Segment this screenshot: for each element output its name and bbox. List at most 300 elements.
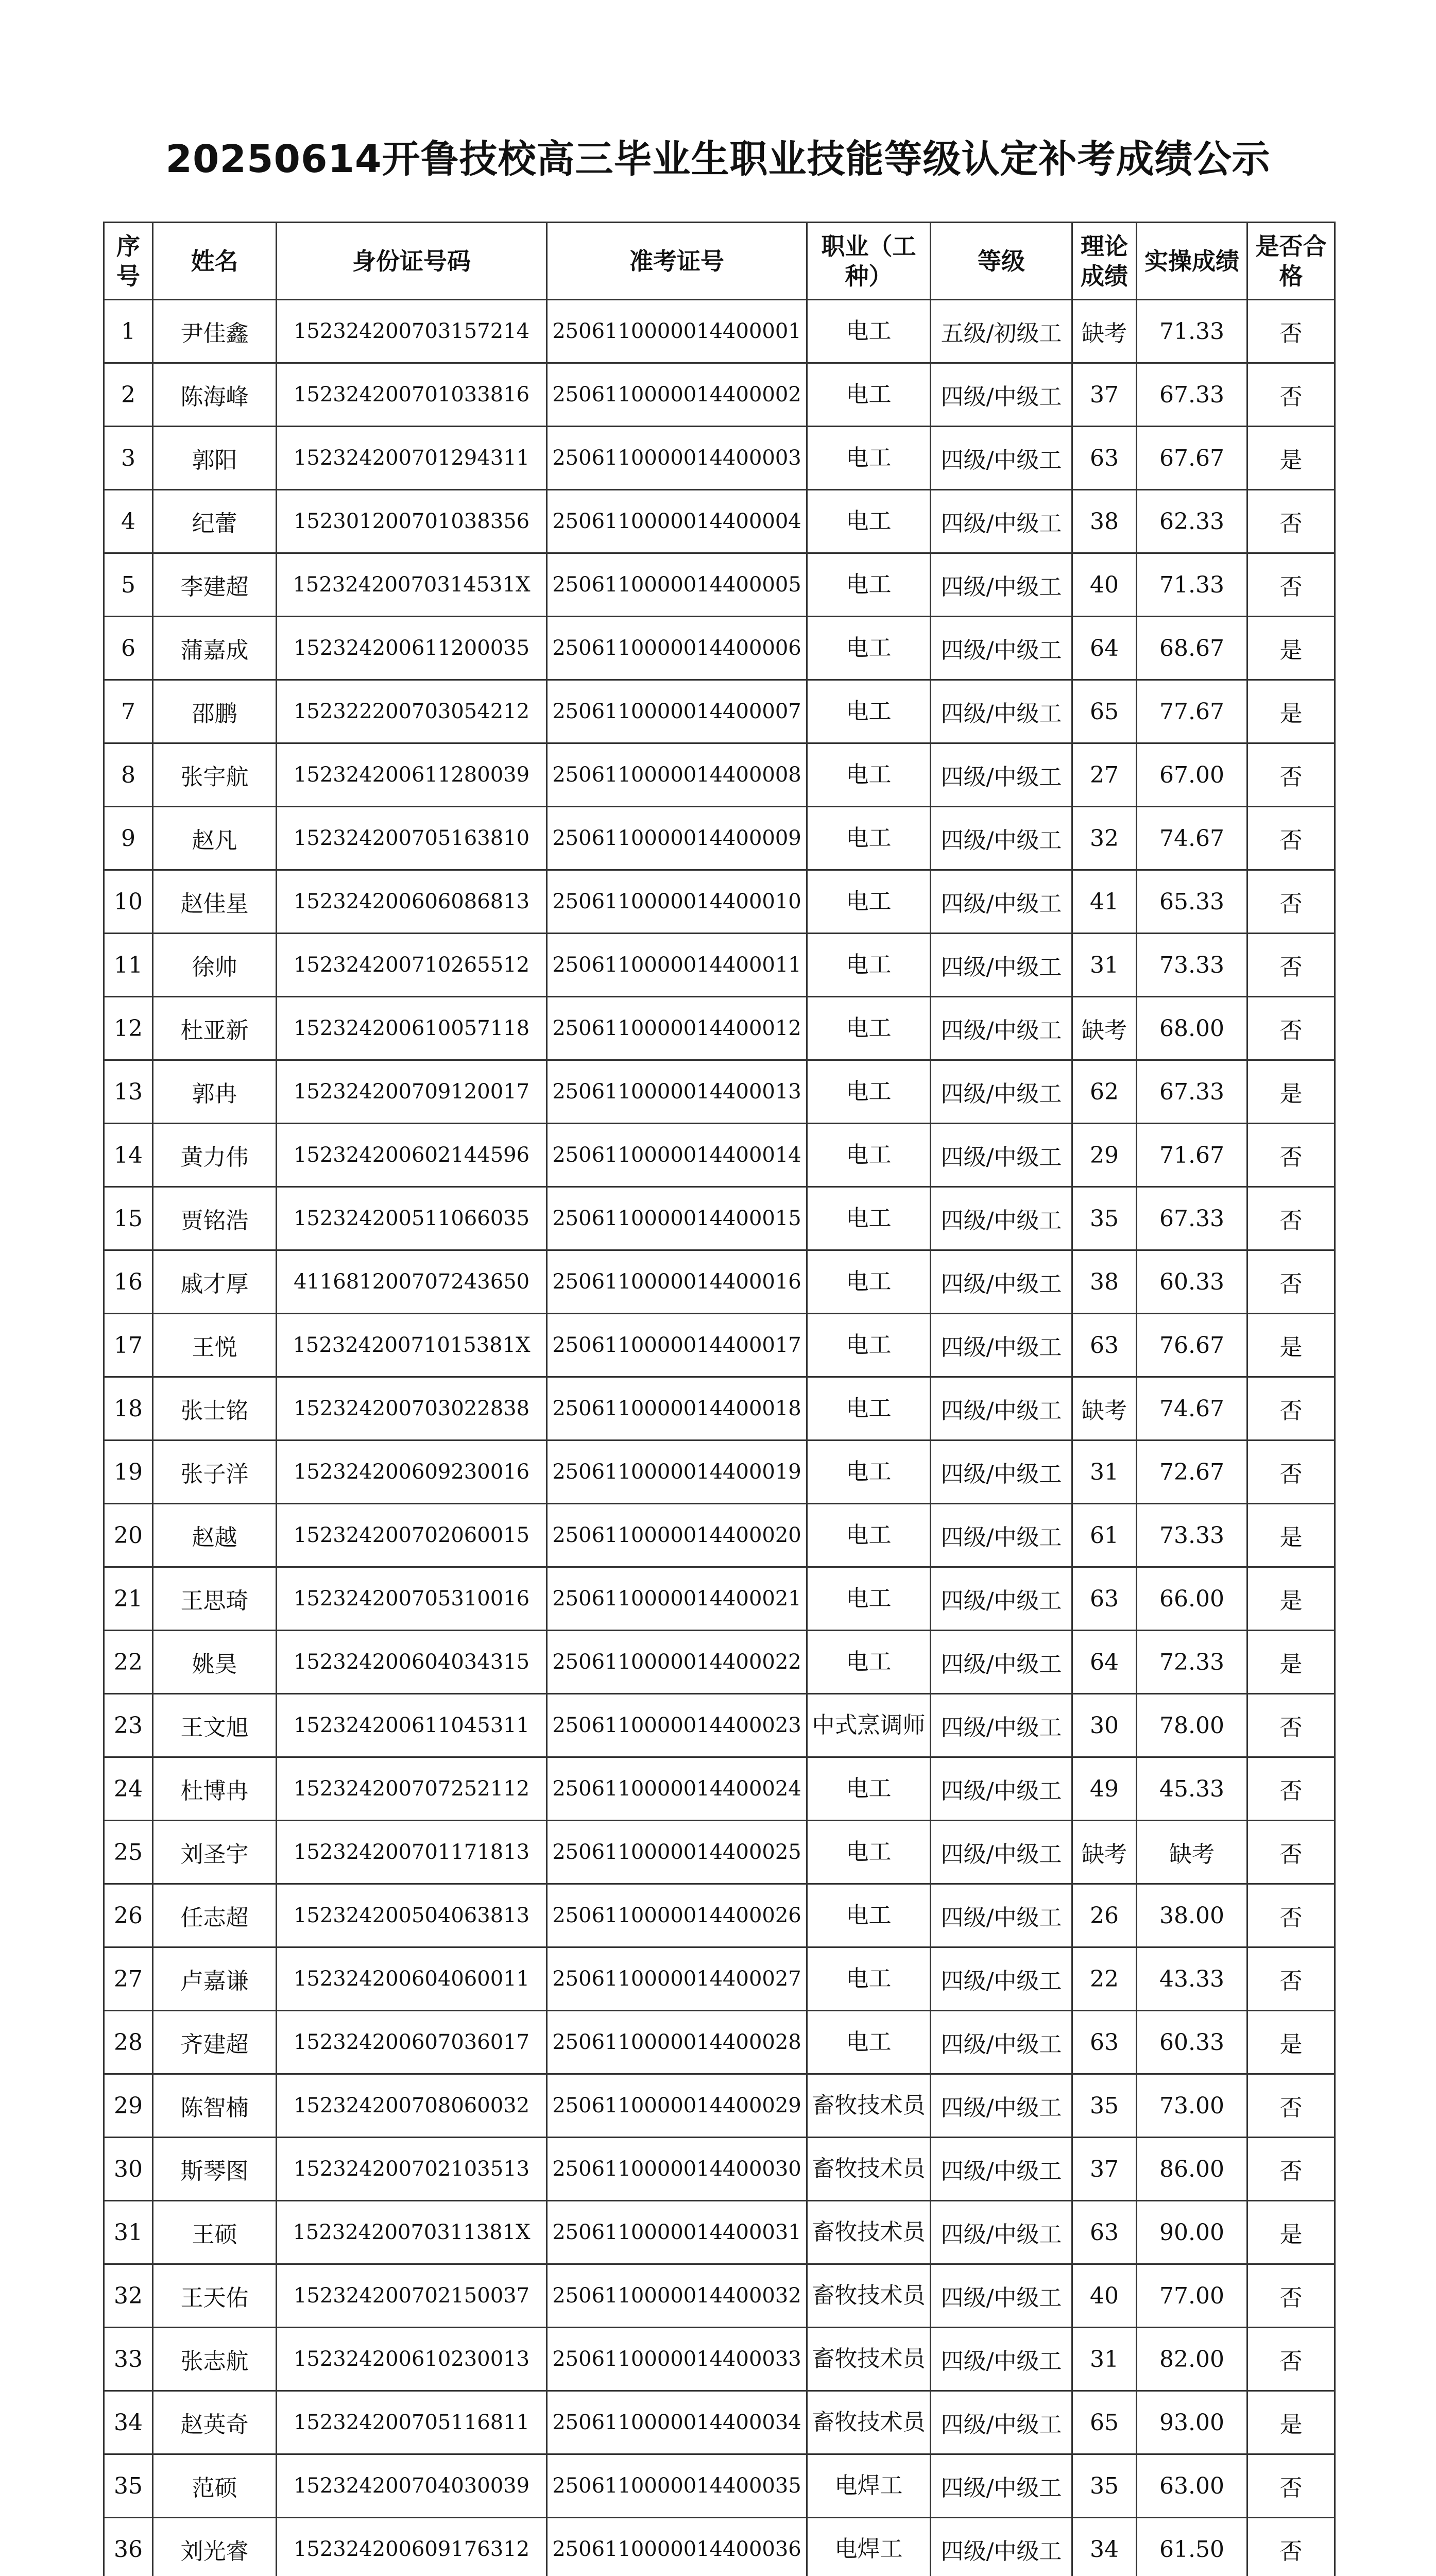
cell-id-number: 152324200705116811 <box>277 2391 547 2454</box>
cell-id-number: 152324200611280039 <box>277 743 547 807</box>
cell-name: 王思琦 <box>153 1567 277 1631</box>
cell-id-number: 152324200710265512 <box>277 934 547 997</box>
cell-id-number: 15232420070314531X <box>277 553 547 617</box>
results-table <box>103 222 1336 2576</box>
cell-level: 四级/中级工 <box>931 680 1072 743</box>
cell-level: 四级/中级工 <box>931 1124 1072 1187</box>
cell-practical-score: 93.00 <box>1137 2391 1247 2454</box>
cell-seq: 35 <box>104 2454 153 2518</box>
cell-exam-number: 2506110000014400030 <box>547 2138 807 2201</box>
cell-level: 四级/中级工 <box>931 1314 1072 1377</box>
table-row <box>104 2264 1335 2328</box>
cell-exam-number: 2506110000014400010 <box>547 870 807 934</box>
cell-name: 刘圣宇 <box>153 1821 277 1884</box>
table-row <box>104 1821 1335 1884</box>
header-cell: 姓名 <box>153 223 277 300</box>
table-row <box>104 1631 1335 1694</box>
cell-occupation: 电工 <box>807 743 931 807</box>
cell-occupation: 畜牧技术员 <box>807 2138 931 2201</box>
cell-passed: 是 <box>1247 427 1335 490</box>
cell-occupation: 电工 <box>807 1821 931 1884</box>
cell-occupation: 电工 <box>807 553 931 617</box>
cell-theory-score: 29 <box>1072 1124 1137 1187</box>
cell-id-number: 411681200707243650 <box>277 1250 547 1314</box>
cell-level: 四级/中级工 <box>931 1884 1072 1947</box>
table-row <box>104 1124 1335 1187</box>
cell-passed: 否 <box>1247 490 1335 553</box>
cell-level: 四级/中级工 <box>931 870 1072 934</box>
cell-seq: 28 <box>104 2011 153 2074</box>
cell-occupation: 电工 <box>807 997 931 1060</box>
cell-seq: 34 <box>104 2391 153 2454</box>
cell-practical-score: 38.00 <box>1137 1884 1247 1947</box>
cell-practical-score: 60.33 <box>1137 2011 1247 2074</box>
cell-occupation: 中式烹调师 <box>807 1694 931 1757</box>
cell-seq: 31 <box>104 2201 153 2264</box>
table-row <box>104 1884 1335 1947</box>
cell-passed: 否 <box>1247 1884 1335 1947</box>
cell-seq: 26 <box>104 1884 153 1947</box>
cell-practical-score: 67.33 <box>1137 363 1247 427</box>
cell-id-number: 152324200607036017 <box>277 2011 547 2074</box>
cell-level: 四级/中级工 <box>931 1440 1072 1504</box>
cell-level: 四级/中级工 <box>931 807 1072 870</box>
cell-practical-score: 68.00 <box>1137 997 1247 1060</box>
cell-name: 斯琴图 <box>153 2138 277 2201</box>
cell-practical-score: 67.67 <box>1137 427 1247 490</box>
cell-name: 王天佑 <box>153 2264 277 2328</box>
cell-id-number: 152301200701038356 <box>277 490 547 553</box>
cell-theory-score: 30 <box>1072 1694 1137 1757</box>
cell-level: 四级/中级工 <box>931 490 1072 553</box>
cell-seq: 29 <box>104 2074 153 2138</box>
cell-theory-score: 31 <box>1072 1440 1137 1504</box>
table-row <box>104 1377 1335 1440</box>
cell-theory-score: 35 <box>1072 2074 1137 2138</box>
cell-practical-score: 90.00 <box>1137 2201 1247 2264</box>
cell-id-number: 152324200610230013 <box>277 2328 547 2391</box>
cell-level: 四级/中级工 <box>931 934 1072 997</box>
cell-id-number: 152324200611045311 <box>277 1694 547 1757</box>
table-row <box>104 427 1335 490</box>
cell-occupation: 电工 <box>807 1631 931 1694</box>
header-cell: 实操成绩 <box>1137 223 1247 300</box>
table-row <box>104 553 1335 617</box>
cell-theory-score: 40 <box>1072 553 1137 617</box>
cell-theory-score: 49 <box>1072 1757 1137 1821</box>
cell-practical-score: 72.67 <box>1137 1440 1247 1504</box>
cell-passed: 否 <box>1247 1187 1335 1250</box>
cell-level: 四级/中级工 <box>931 1567 1072 1631</box>
cell-occupation: 电工 <box>807 300 931 363</box>
cell-theory-score: 65 <box>1072 2391 1137 2454</box>
cell-occupation: 电工 <box>807 870 931 934</box>
cell-practical-score: 67.00 <box>1137 743 1247 807</box>
cell-theory-score: 缺考 <box>1072 1821 1137 1884</box>
table-row <box>104 1060 1335 1124</box>
cell-id-number: 152324200703022838 <box>277 1377 547 1440</box>
cell-seq: 6 <box>104 617 153 680</box>
header-cell: 是否合格 <box>1247 223 1335 300</box>
cell-occupation: 电工 <box>807 1567 931 1631</box>
cell-level: 四级/中级工 <box>931 743 1072 807</box>
cell-id-number: 152324200705310016 <box>277 1567 547 1631</box>
cell-theory-score: 38 <box>1072 490 1137 553</box>
cell-passed: 否 <box>1247 1377 1335 1440</box>
cell-name: 黄力伟 <box>153 1124 277 1187</box>
cell-seq: 8 <box>104 743 153 807</box>
cell-seq: 7 <box>104 680 153 743</box>
table-row <box>104 1187 1335 1250</box>
cell-passed: 否 <box>1247 1694 1335 1757</box>
cell-level: 四级/中级工 <box>931 2201 1072 2264</box>
cell-exam-number: 2506110000014400009 <box>547 807 807 870</box>
cell-exam-number: 2506110000014400018 <box>547 1377 807 1440</box>
table-row <box>104 2454 1335 2518</box>
cell-name: 王文旭 <box>153 1694 277 1757</box>
cell-passed: 否 <box>1247 1757 1335 1821</box>
cell-exam-number: 2506110000014400021 <box>547 1567 807 1631</box>
cell-occupation: 电工 <box>807 490 931 553</box>
results-table-body <box>104 300 1335 2576</box>
cell-name: 纪蕾 <box>153 490 277 553</box>
cell-exam-number: 2506110000014400006 <box>547 617 807 680</box>
cell-name: 刘光睿 <box>153 2518 277 2576</box>
cell-practical-score: 71.67 <box>1137 1124 1247 1187</box>
cell-level: 四级/中级工 <box>931 617 1072 680</box>
cell-id-number: 15232420070311381X <box>277 2201 547 2264</box>
cell-name: 赵凡 <box>153 807 277 870</box>
cell-id-number: 152324200610057118 <box>277 997 547 1060</box>
cell-name: 杜亚新 <box>153 997 277 1060</box>
cell-seq: 2 <box>104 363 153 427</box>
cell-id-number: 152324200703157214 <box>277 300 547 363</box>
table-row <box>104 1757 1335 1821</box>
table-row <box>104 1947 1335 2011</box>
cell-theory-score: 31 <box>1072 2328 1137 2391</box>
cell-occupation: 电工 <box>807 1377 931 1440</box>
cell-level: 五级/初级工 <box>931 300 1072 363</box>
table-row <box>104 2011 1335 2074</box>
cell-occupation: 电工 <box>807 1124 931 1187</box>
cell-exam-number: 2506110000014400033 <box>547 2328 807 2391</box>
cell-seq: 1 <box>104 300 153 363</box>
cell-name: 贾铭浩 <box>153 1187 277 1250</box>
cell-occupation: 畜牧技术员 <box>807 2391 931 2454</box>
cell-name: 郭阳 <box>153 427 277 490</box>
cell-seq: 10 <box>104 870 153 934</box>
cell-id-number: 152324200702103513 <box>277 2138 547 2201</box>
cell-practical-score: 66.00 <box>1137 1567 1247 1631</box>
cell-name: 赵越 <box>153 1504 277 1567</box>
table-row <box>104 934 1335 997</box>
cell-practical-score: 77.00 <box>1137 2264 1247 2328</box>
cell-exam-number: 2506110000014400036 <box>547 2518 807 2576</box>
cell-id-number: 152324200704030039 <box>277 2454 547 2518</box>
cell-practical-score: 63.00 <box>1137 2454 1247 2518</box>
cell-passed: 是 <box>1247 2011 1335 2074</box>
cell-level: 四级/中级工 <box>931 1504 1072 1567</box>
table-row <box>104 1250 1335 1314</box>
cell-theory-score: 63 <box>1072 427 1137 490</box>
cell-occupation: 电工 <box>807 1060 931 1124</box>
cell-id-number: 152324200609176312 <box>277 2518 547 2576</box>
cell-name: 陈智楠 <box>153 2074 277 2138</box>
cell-practical-score: 67.33 <box>1137 1060 1247 1124</box>
cell-practical-score: 76.67 <box>1137 1314 1247 1377</box>
cell-occupation: 畜牧技术员 <box>807 2201 931 2264</box>
cell-theory-score: 37 <box>1072 2138 1137 2201</box>
cell-theory-score: 64 <box>1072 617 1137 680</box>
cell-name: 赵英奇 <box>153 2391 277 2454</box>
cell-name: 齐建超 <box>153 2011 277 2074</box>
cell-id-number: 152324200701294311 <box>277 427 547 490</box>
cell-exam-number: 2506110000014400028 <box>547 2011 807 2074</box>
cell-id-number: 152324200606086813 <box>277 870 547 934</box>
cell-seq: 5 <box>104 553 153 617</box>
cell-occupation: 电工 <box>807 1440 931 1504</box>
cell-level: 四级/中级工 <box>931 2518 1072 2576</box>
cell-occupation: 电焊工 <box>807 2454 931 2518</box>
cell-practical-score: 74.67 <box>1137 1377 1247 1440</box>
cell-passed: 是 <box>1247 1631 1335 1694</box>
cell-exam-number: 2506110000014400031 <box>547 2201 807 2264</box>
cell-passed: 是 <box>1247 1567 1335 1631</box>
cell-exam-number: 2506110000014400024 <box>547 1757 807 1821</box>
cell-level: 四级/中级工 <box>931 1821 1072 1884</box>
cell-practical-score: 73.00 <box>1137 2074 1247 2138</box>
cell-passed: 否 <box>1247 1821 1335 1884</box>
cell-practical-score: 61.50 <box>1137 2518 1247 2576</box>
cell-occupation: 电工 <box>807 2011 931 2074</box>
cell-theory-score: 34 <box>1072 2518 1137 2576</box>
cell-passed: 是 <box>1247 617 1335 680</box>
cell-passed: 否 <box>1247 2454 1335 2518</box>
cell-name: 徐帅 <box>153 934 277 997</box>
cell-seq: 23 <box>104 1694 153 1757</box>
cell-theory-score: 38 <box>1072 1250 1137 1314</box>
cell-exam-number: 2506110000014400023 <box>547 1694 807 1757</box>
cell-exam-number: 2506110000014400019 <box>547 1440 807 1504</box>
cell-id-number: 152324200709120017 <box>277 1060 547 1124</box>
cell-level: 四级/中级工 <box>931 1060 1072 1124</box>
cell-occupation: 电工 <box>807 1884 931 1947</box>
cell-level: 四级/中级工 <box>931 1187 1072 1250</box>
cell-id-number: 152324200504063813 <box>277 1884 547 1947</box>
table-row <box>104 870 1335 934</box>
table-row <box>104 1440 1335 1504</box>
cell-level: 四级/中级工 <box>931 1631 1072 1694</box>
cell-occupation: 电工 <box>807 363 931 427</box>
cell-theory-score: 40 <box>1072 2264 1137 2328</box>
cell-level: 四级/中级工 <box>931 553 1072 617</box>
cell-practical-score: 43.33 <box>1137 1947 1247 2011</box>
cell-level: 四级/中级工 <box>931 363 1072 427</box>
cell-practical-score: 68.67 <box>1137 617 1247 680</box>
cell-passed: 否 <box>1247 553 1335 617</box>
cell-name: 郭冉 <box>153 1060 277 1124</box>
cell-level: 四级/中级工 <box>931 2011 1072 2074</box>
cell-occupation: 电焊工 <box>807 2518 931 2576</box>
cell-id-number: 152324200707252112 <box>277 1757 547 1821</box>
cell-exam-number: 2506110000014400029 <box>547 2074 807 2138</box>
cell-seq: 22 <box>104 1631 153 1694</box>
cell-seq: 20 <box>104 1504 153 1567</box>
table-row <box>104 997 1335 1060</box>
cell-name: 戚才厚 <box>153 1250 277 1314</box>
cell-seq: 27 <box>104 1947 153 2011</box>
cell-passed: 否 <box>1247 2138 1335 2201</box>
table-row <box>104 743 1335 807</box>
cell-level: 四级/中级工 <box>931 1947 1072 2011</box>
table-row <box>104 2391 1335 2454</box>
cell-exam-number: 2506110000014400027 <box>547 1947 807 2011</box>
cell-name: 卢嘉谦 <box>153 1947 277 2011</box>
table-row <box>104 363 1335 427</box>
cell-occupation: 电工 <box>807 1250 931 1314</box>
cell-occupation: 电工 <box>807 617 931 680</box>
cell-name: 张宇航 <box>153 743 277 807</box>
cell-name: 李建超 <box>153 553 277 617</box>
cell-seq: 32 <box>104 2264 153 2328</box>
cell-exam-number: 2506110000014400034 <box>547 2391 807 2454</box>
table-row <box>104 1567 1335 1631</box>
table-row <box>104 300 1335 363</box>
cell-exam-number: 2506110000014400001 <box>547 300 807 363</box>
cell-practical-score: 71.33 <box>1137 553 1247 617</box>
cell-name: 张子洋 <box>153 1440 277 1504</box>
table-row <box>104 2328 1335 2391</box>
cell-theory-score: 缺考 <box>1072 1377 1137 1440</box>
header-cell: 职业（工种） <box>807 223 931 300</box>
cell-passed: 否 <box>1247 997 1335 1060</box>
cell-level: 四级/中级工 <box>931 427 1072 490</box>
table-row <box>104 1504 1335 1567</box>
cell-seq: 36 <box>104 2518 153 2576</box>
cell-level: 四级/中级工 <box>931 1250 1072 1314</box>
cell-level: 四级/中级工 <box>931 2074 1072 2138</box>
cell-name: 范硕 <box>153 2454 277 2518</box>
cell-seq: 18 <box>104 1377 153 1440</box>
cell-passed: 否 <box>1247 807 1335 870</box>
cell-occupation: 电工 <box>807 807 931 870</box>
table-row <box>104 490 1335 553</box>
cell-exam-number: 2506110000014400026 <box>547 1884 807 1947</box>
cell-id-number: 152324200702150037 <box>277 2264 547 2328</box>
header-cell: 身份证号码 <box>277 223 547 300</box>
cell-name: 杜博冉 <box>153 1757 277 1821</box>
table-header-row <box>104 223 1335 300</box>
cell-occupation: 畜牧技术员 <box>807 2328 931 2391</box>
cell-seq: 24 <box>104 1757 153 1821</box>
cell-exam-number: 2506110000014400017 <box>547 1314 807 1377</box>
cell-seq: 3 <box>104 427 153 490</box>
table-row <box>104 1314 1335 1377</box>
cell-seq: 14 <box>104 1124 153 1187</box>
cell-passed: 否 <box>1247 870 1335 934</box>
cell-theory-score: 64 <box>1072 1631 1137 1694</box>
cell-id-number: 152324200602144596 <box>277 1124 547 1187</box>
cell-exam-number: 2506110000014400014 <box>547 1124 807 1187</box>
cell-id-number: 152324200611200035 <box>277 617 547 680</box>
cell-practical-score: 73.33 <box>1137 934 1247 997</box>
cell-passed: 否 <box>1247 1124 1335 1187</box>
cell-practical-score: 73.33 <box>1137 1504 1247 1567</box>
cell-name: 蒲嘉成 <box>153 617 277 680</box>
table-row <box>104 617 1335 680</box>
cell-exam-number: 2506110000014400013 <box>547 1060 807 1124</box>
cell-practical-score: 缺考 <box>1137 1821 1247 1884</box>
table-row <box>104 1694 1335 1757</box>
cell-theory-score: 22 <box>1072 1947 1137 2011</box>
cell-theory-score: 61 <box>1072 1504 1137 1567</box>
cell-occupation: 畜牧技术员 <box>807 2264 931 2328</box>
cell-exam-number: 2506110000014400025 <box>547 1821 807 1884</box>
cell-exam-number: 2506110000014400007 <box>547 680 807 743</box>
cell-passed: 否 <box>1247 934 1335 997</box>
cell-exam-number: 2506110000014400032 <box>547 2264 807 2328</box>
cell-theory-score: 27 <box>1072 743 1137 807</box>
cell-passed: 是 <box>1247 2201 1335 2264</box>
cell-name: 张志航 <box>153 2328 277 2391</box>
cell-level: 四级/中级工 <box>931 1694 1072 1757</box>
cell-theory-score: 缺考 <box>1072 300 1137 363</box>
cell-theory-score: 32 <box>1072 807 1137 870</box>
cell-id-number: 152324200702060015 <box>277 1504 547 1567</box>
cell-level: 四级/中级工 <box>931 1757 1072 1821</box>
header-cell: 序号 <box>104 223 153 300</box>
cell-name: 赵佳星 <box>153 870 277 934</box>
cell-theory-score: 62 <box>1072 1060 1137 1124</box>
header-cell: 准考证号 <box>547 223 807 300</box>
cell-passed: 否 <box>1247 363 1335 427</box>
cell-level: 四级/中级工 <box>931 2328 1072 2391</box>
table-row <box>104 807 1335 870</box>
cell-theory-score: 63 <box>1072 2201 1137 2264</box>
cell-practical-score: 86.00 <box>1137 2138 1247 2201</box>
cell-exam-number: 2506110000014400020 <box>547 1504 807 1567</box>
cell-id-number: 152322200703054212 <box>277 680 547 743</box>
cell-level: 四级/中级工 <box>931 997 1072 1060</box>
cell-occupation: 电工 <box>807 1757 931 1821</box>
cell-seq: 16 <box>104 1250 153 1314</box>
cell-name: 张士铭 <box>153 1377 277 1440</box>
cell-seq: 12 <box>104 997 153 1060</box>
cell-theory-score: 63 <box>1072 2011 1137 2074</box>
cell-theory-score: 63 <box>1072 1567 1137 1631</box>
cell-occupation: 电工 <box>807 1187 931 1250</box>
cell-exam-number: 2506110000014400015 <box>547 1187 807 1250</box>
cell-seq: 13 <box>104 1060 153 1124</box>
cell-passed: 否 <box>1247 300 1335 363</box>
cell-seq: 21 <box>104 1567 153 1631</box>
cell-name: 王硕 <box>153 2201 277 2264</box>
cell-seq: 25 <box>104 1821 153 1884</box>
cell-practical-score: 71.33 <box>1137 300 1247 363</box>
cell-theory-score: 65 <box>1072 680 1137 743</box>
cell-seq: 9 <box>104 807 153 870</box>
cell-id-number: 15232420071015381X <box>277 1314 547 1377</box>
cell-passed: 是 <box>1247 2391 1335 2454</box>
cell-level: 四级/中级工 <box>931 2391 1072 2454</box>
cell-exam-number: 2506110000014400008 <box>547 743 807 807</box>
cell-name: 王悦 <box>153 1314 277 1377</box>
cell-occupation: 电工 <box>807 1947 931 2011</box>
cell-practical-score: 72.33 <box>1137 1631 1247 1694</box>
header-cell: 理论成绩 <box>1072 223 1137 300</box>
cell-level: 四级/中级工 <box>931 1377 1072 1440</box>
page-title: 20250614开鲁技校高三毕业生职业技能等级认定补考成绩公示 <box>165 137 1271 181</box>
